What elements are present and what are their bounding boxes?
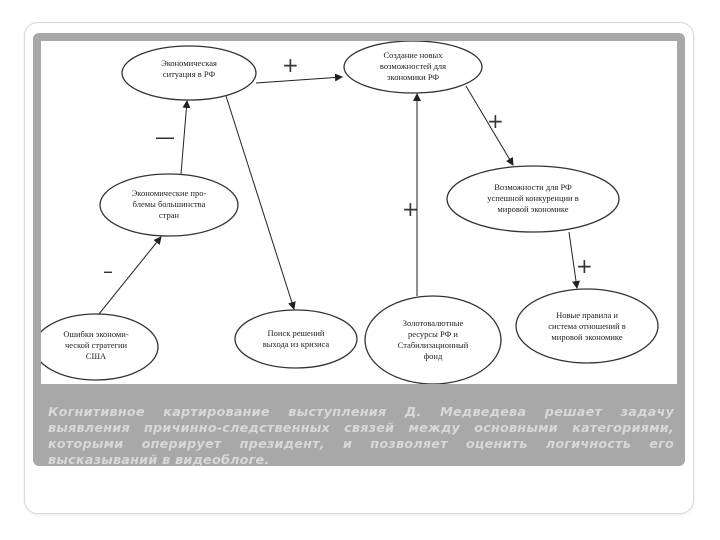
sign-plus-opportunities-competition: + bbox=[487, 109, 504, 133]
edge-situation-to-opportunities bbox=[256, 77, 342, 83]
edge-problems-to-situation bbox=[181, 101, 187, 174]
label-competition: Возможности для РФ успешной конкуренции в мировой экономике bbox=[487, 182, 579, 214]
label-crisis-exit: Поиск решений выхода из кризиса bbox=[262, 328, 330, 349]
label-reserves: Золотовалютные ресурсы РФ и Стабилизационный фонд bbox=[397, 318, 469, 361]
slide-caption: Когнитивное картирование выступления Д. Медведева решает задачу выявления причинно-следственных связей между основными категориями, которыми оперирует президент, и позволяет оценить логичность его высказываний в видеоблоге. bbox=[48, 405, 674, 468]
label-econ-problems: Экономические про- блемы большинства стран bbox=[131, 188, 207, 220]
label-econ-situation: Экономическая ситуация в РФ bbox=[161, 58, 217, 79]
cognitive-map-diagram bbox=[41, 41, 677, 384]
label-new-opportunities: Создание новых возможностей для экономики РФ bbox=[379, 50, 447, 82]
sign-plus-situation-opportunities: + bbox=[282, 53, 299, 77]
sign-minus-usaerrors-problems: – bbox=[103, 259, 113, 283]
sign-minus-problems-situation: — bbox=[155, 125, 175, 149]
label-usa-errors: Ошибки экономи- ческой стратегии США bbox=[63, 329, 129, 361]
sign-plus-competition-newrules: + bbox=[576, 254, 593, 278]
sign-plus-reserves-opportunities: + bbox=[402, 197, 419, 221]
label-new-rules: Новые правила и система отношений в мировой экономике bbox=[548, 310, 626, 342]
